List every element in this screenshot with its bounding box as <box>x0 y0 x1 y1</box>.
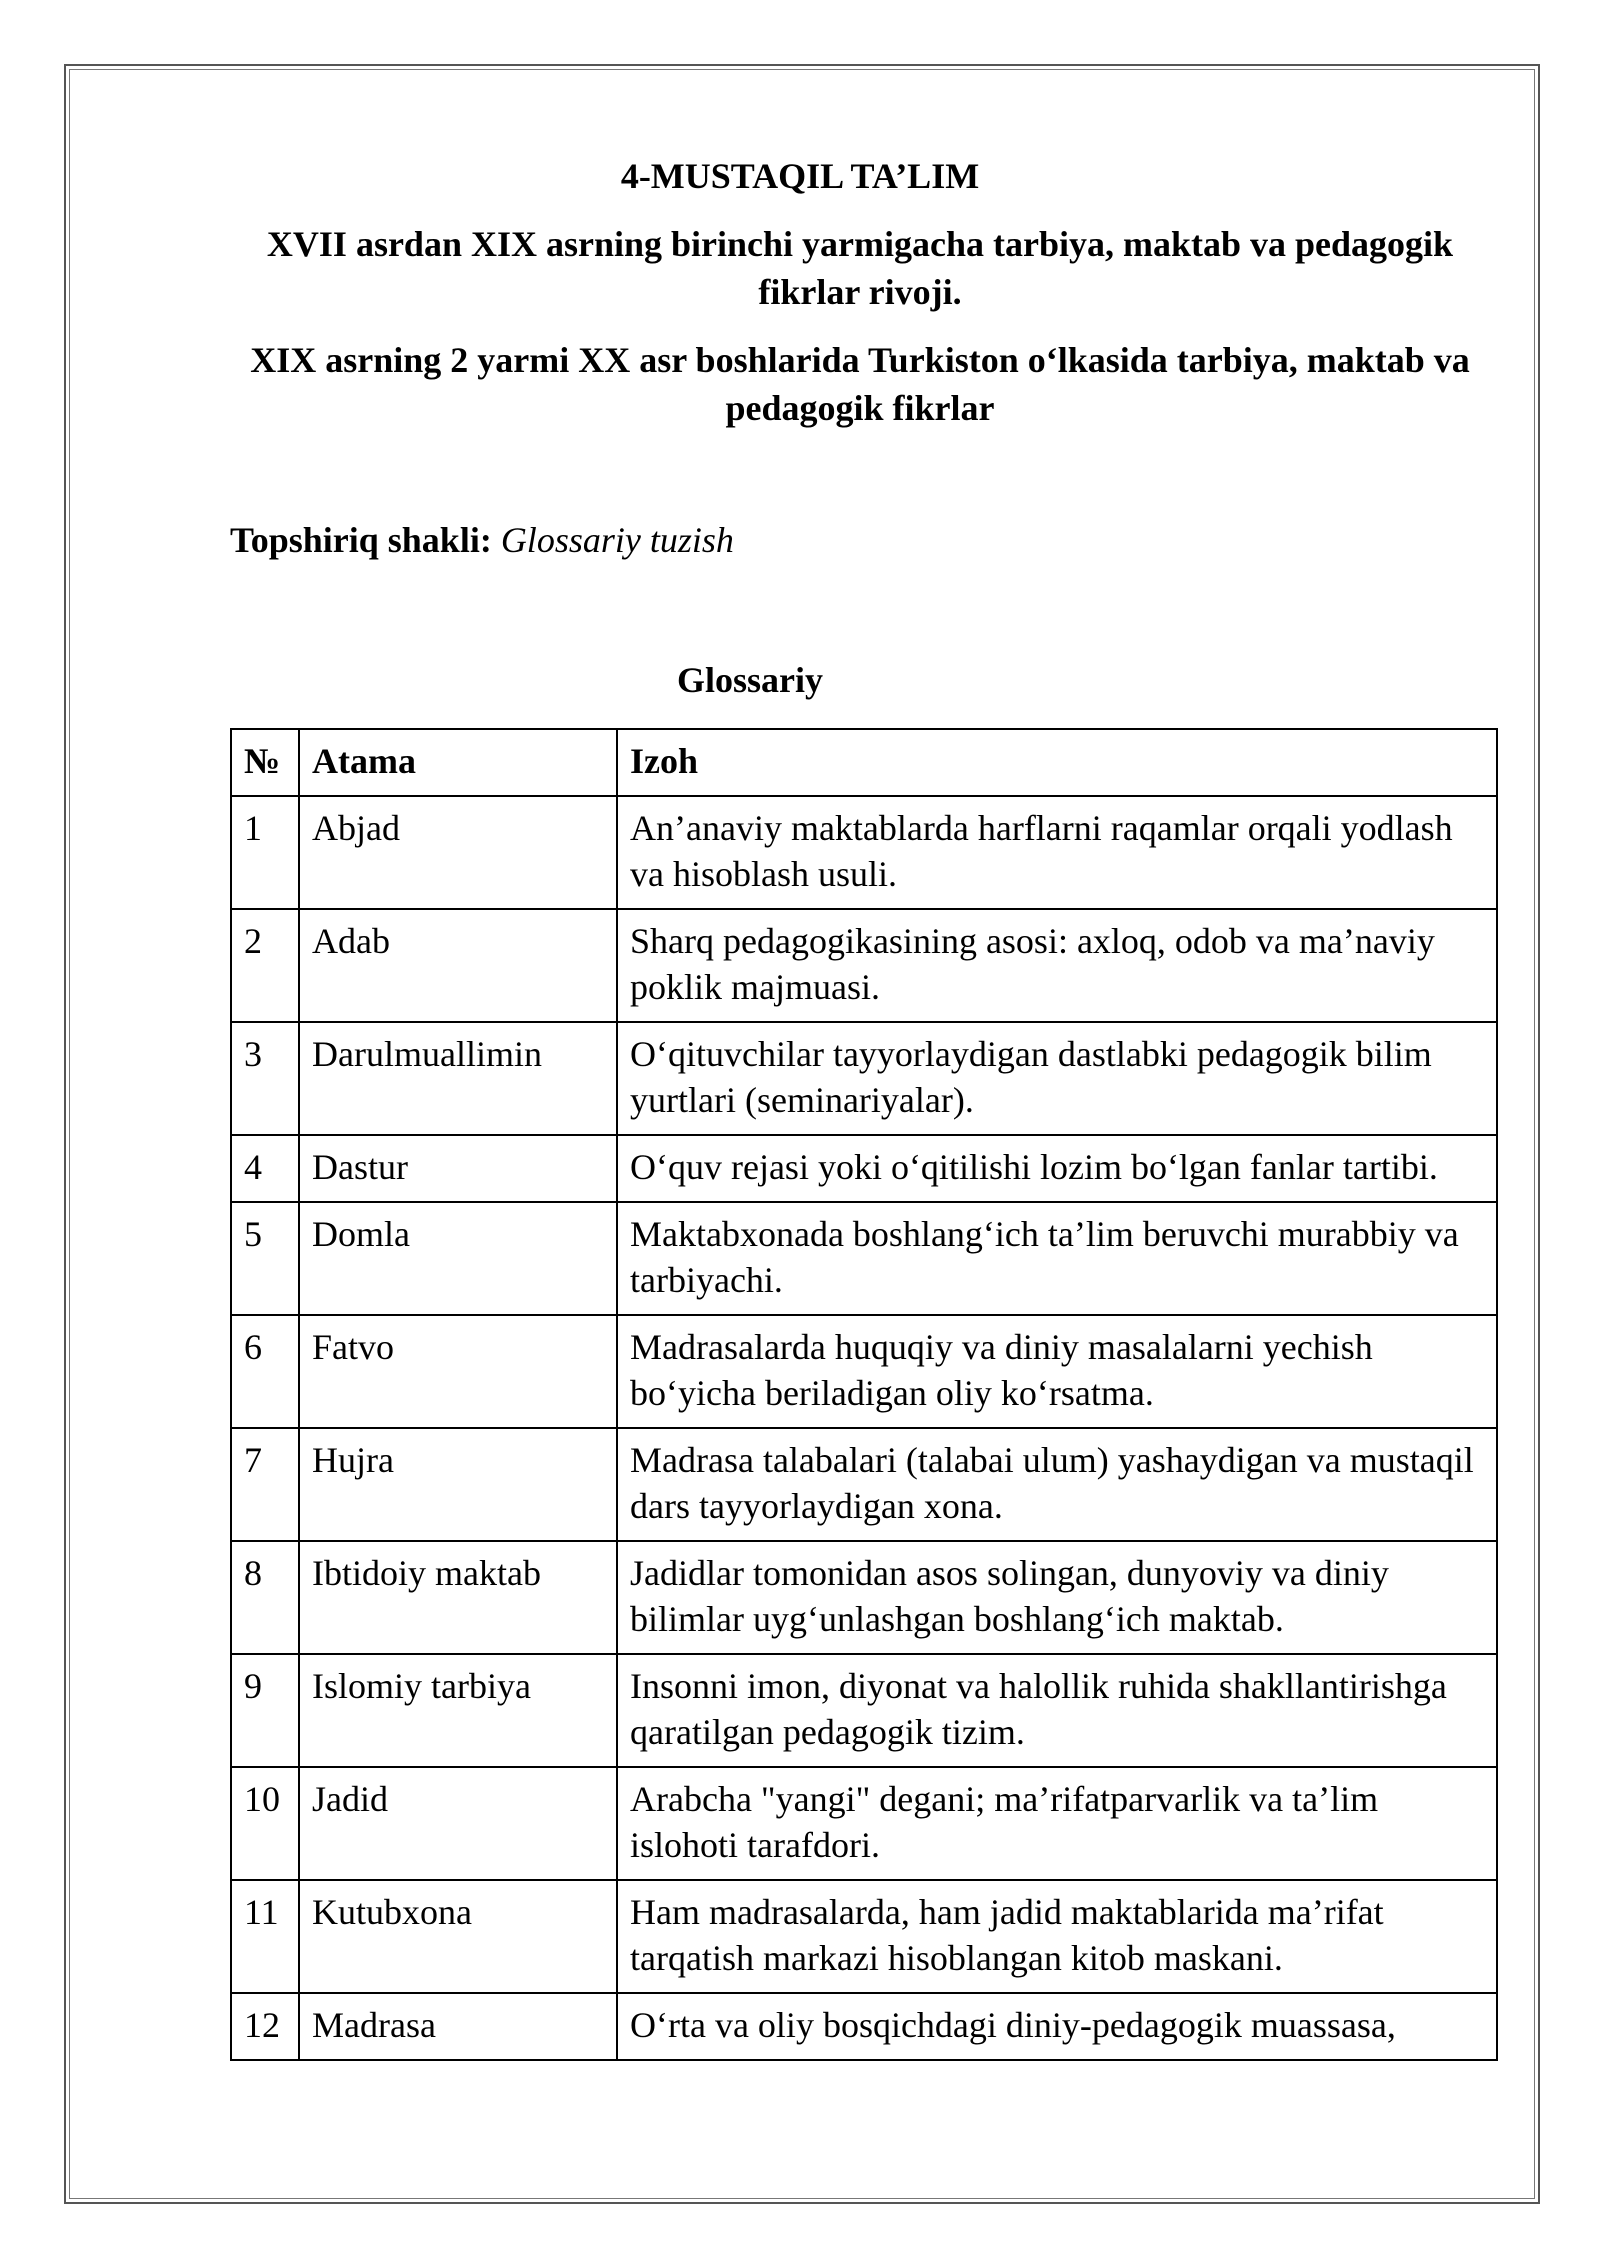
row-description: Arabcha "yangi" degani; ma’rifatparvarlik va ta’lim islohoti tarafdori. <box>617 1767 1497 1880</box>
glossary-table <box>230 728 1498 2061</box>
row-description: Ham madrasalarda, ham jadid maktablarida ma’rifat tarqatish markazi hisoblangan kitob maskani. <box>617 1880 1497 1993</box>
table-row <box>231 1654 1497 1767</box>
table-row <box>231 909 1497 1022</box>
row-number: 11 <box>231 1880 299 1993</box>
task-value: Glossariy tuzish <box>500 520 734 560</box>
task-label: Topshiriq shakli: <box>230 520 492 560</box>
glossary-title: Glossariy <box>676 660 823 700</box>
table-row <box>231 1022 1497 1135</box>
row-number: 2 <box>231 909 299 1022</box>
row-number: 3 <box>231 1022 299 1135</box>
subtitle-first: XVII asrdan XIX asrning birinchi yarmigacha tarbiya, maktab va pedagogik fikrlar rivoji. <box>266 224 1454 312</box>
row-number: 5 <box>231 1202 299 1315</box>
row-term: Domla <box>299 1202 617 1315</box>
row-number: 6 <box>231 1315 299 1428</box>
row-number: 8 <box>231 1541 299 1654</box>
row-number: 12 <box>231 1993 299 2060</box>
table-row <box>231 1135 1497 1202</box>
header-description: Izoh <box>617 729 1497 796</box>
row-description: Sharq pedagogikasining asosi: axloq, odob va ma’naviy poklik majmuasi. <box>617 909 1497 1022</box>
page-title: 4-MUSTAQIL TA’LIM <box>620 156 980 196</box>
row-term: Hujra <box>299 1428 617 1541</box>
row-description: Jadidlar tomonidan asos solingan, dunyoviy va diniy bilimlar uyg‘unlashgan boshlang‘ich maktab. <box>617 1541 1497 1654</box>
row-term: Darulmuallimin <box>299 1022 617 1135</box>
header-term: Atama <box>299 729 617 796</box>
table-row <box>231 796 1497 909</box>
row-number: 7 <box>231 1428 299 1541</box>
table-row <box>231 1202 1497 1315</box>
row-term: Madrasa <box>299 1993 617 2060</box>
row-number: 4 <box>231 1135 299 1202</box>
row-description: O‘qituvchilar tayyorlaydigan dastlabki pedagogik bilim yurtlari (seminariyalar). <box>617 1022 1497 1135</box>
table-row <box>231 1767 1497 1880</box>
table-row <box>231 1880 1497 1993</box>
row-term: Adab <box>299 909 617 1022</box>
row-description: Madrasalarda huquqiy va diniy masalalarni yechish bo‘yicha beriladigan oliy ko‘rsatma. <box>617 1315 1497 1428</box>
task-line <box>230 516 734 564</box>
table-row <box>231 1993 1497 2060</box>
row-number: 10 <box>231 1767 299 1880</box>
row-description: Insonni imon, diyonat va halollik ruhida shakllantirishga qaratilgan pedagogik tizim. <box>617 1654 1497 1767</box>
row-term: Abjad <box>299 796 617 909</box>
row-description: O‘rta va oliy bosqichdagi diniy-pedagogik muassasa, <box>617 1993 1497 2060</box>
table-row <box>231 1315 1497 1428</box>
row-term: Kutubxona <box>299 1880 617 1993</box>
table-row <box>231 1541 1497 1654</box>
table-header-row <box>231 729 1497 796</box>
subtitle-second: XIX asrning 2 yarmi XX asr boshlarida Turkiston o‘lkasida tarbiya, maktab va pedagogik fikrlar <box>250 340 1470 428</box>
row-description: O‘quv rejasi yoki o‘qitilishi lozim bo‘lgan fanlar tartibi. <box>617 1135 1497 1202</box>
row-term: Fatvo <box>299 1315 617 1428</box>
row-number: 9 <box>231 1654 299 1767</box>
row-number: 1 <box>231 796 299 909</box>
row-description: Maktabxonada boshlang‘ich ta’lim beruvchi murabbiy va tarbiyachi. <box>617 1202 1497 1315</box>
row-description: Madrasa talabalari (talabai ulum) yashaydigan va mustaqil dars tayyorlaydigan xona. <box>617 1428 1497 1541</box>
row-term: Dastur <box>299 1135 617 1202</box>
row-term: Islomiy tarbiya <box>299 1654 617 1767</box>
table-row <box>231 1428 1497 1541</box>
header-number: № <box>231 729 299 796</box>
row-description: An’anaviy maktablarda harflarni raqamlar orqali yodlash va hisoblash usuli. <box>617 796 1497 909</box>
row-term: Jadid <box>299 1767 617 1880</box>
row-term: Ibtidoiy maktab <box>299 1541 617 1654</box>
